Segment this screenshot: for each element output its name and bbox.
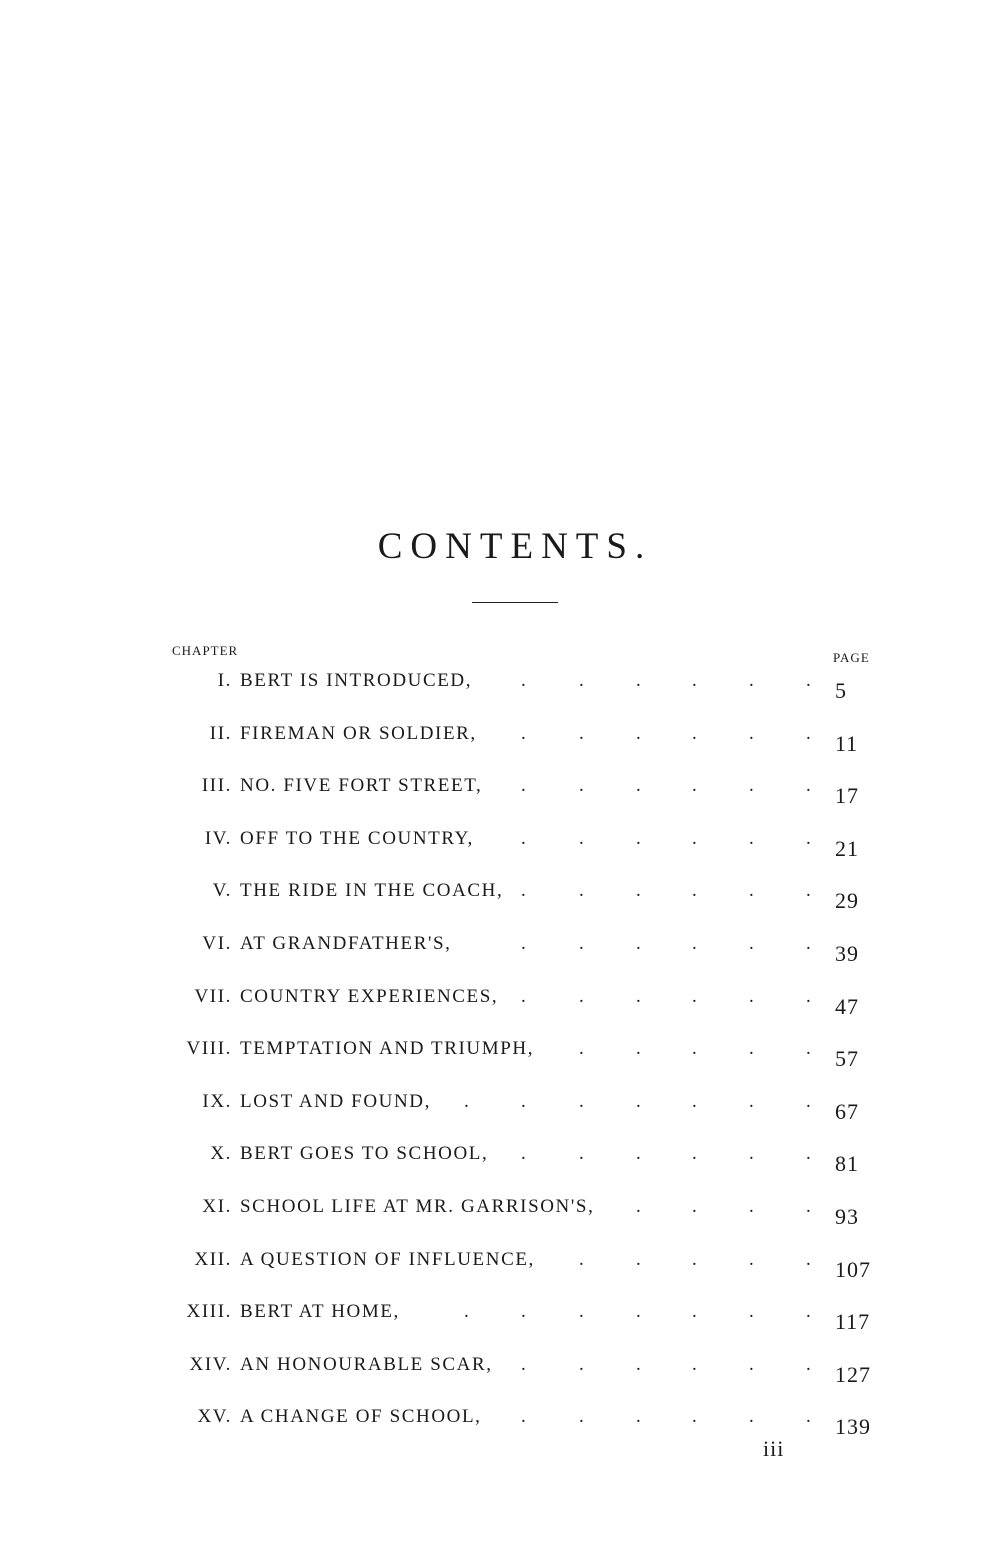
leader-dot: .: [636, 933, 641, 954]
toc-entry: [0, 1249, 1000, 1289]
leader-dot: .: [521, 1143, 526, 1165]
leader-dot: .: [692, 1406, 697, 1428]
leader-dot: .: [806, 670, 811, 691]
leader-dot: .: [749, 670, 754, 691]
chapter-number: X.: [210, 1143, 232, 1165]
leader-dot: .: [692, 1353, 697, 1375]
leader-dot: .: [749, 1248, 754, 1270]
leader-dot: .: [636, 1038, 641, 1060]
leader-dot: .: [636, 670, 641, 691]
leader-dot: .: [806, 1143, 811, 1165]
chapter-title: NO. FIVE FORT STREET,: [240, 775, 483, 797]
leader-dot: .: [521, 1406, 526, 1428]
toc-entry: [0, 1301, 1000, 1341]
leader-dot: .: [692, 775, 697, 797]
leader-dot: .: [579, 722, 584, 744]
leader-dot: .: [749, 985, 754, 1007]
chapter-title: A CHANGE OF SCHOOL,: [240, 1406, 482, 1428]
leader-dot: .: [636, 1406, 641, 1428]
toc-entry: [0, 1406, 1000, 1446]
leader-dot: .: [692, 1090, 697, 1112]
leader-dot: .: [579, 1143, 584, 1165]
leader-dot: .: [749, 1038, 754, 1060]
leader-dot: .: [806, 985, 811, 1007]
toc-entry: [0, 775, 1000, 815]
chapter-title: TEMPTATION AND TRIUMPH,: [240, 1038, 535, 1060]
toc-entry: [0, 986, 1000, 1026]
leader-dot: .: [692, 985, 697, 1007]
leader-dot: .: [521, 933, 526, 954]
leader-dot: .: [692, 1038, 697, 1060]
leader-dot: .: [579, 933, 584, 954]
toc-entry: [0, 1143, 1000, 1183]
leader-dot: .: [579, 775, 584, 797]
chapter-title: A QUESTION OF INFLUENCE,: [240, 1248, 535, 1270]
leader-dot: .: [806, 1353, 811, 1375]
leader-dot: .: [636, 1196, 641, 1217]
folio-page-number: iii: [763, 1436, 785, 1461]
leader-dot: .: [636, 722, 641, 744]
chapter-title: OFF TO THE COUNTRY,: [240, 827, 474, 849]
leader-dot: .: [692, 1196, 697, 1217]
leader-dot: .: [806, 827, 811, 849]
leader-dot: .: [521, 722, 526, 744]
chapter-column-header: CHAPTER: [172, 643, 239, 658]
page-column-header: PAGE: [833, 650, 870, 665]
chapter-number: VI.: [202, 933, 232, 954]
toc-entry: [0, 670, 1000, 710]
leader-dot: .: [521, 1090, 526, 1112]
page-number: 17: [835, 783, 859, 809]
leader-dot: .: [749, 1353, 754, 1375]
page-number: 127: [835, 1361, 871, 1387]
leader-dot: .: [806, 1196, 811, 1217]
leader-dot: .: [579, 1406, 584, 1428]
toc-entry: [0, 1354, 1000, 1394]
toc-entry: [0, 1196, 1000, 1236]
leader-dot: .: [749, 827, 754, 849]
chapter-number: XV.: [197, 1406, 232, 1428]
chapter-number: V.: [212, 880, 232, 902]
leader-dot: .: [636, 880, 641, 902]
page-number: 5: [835, 678, 847, 703]
chapter-number: IX.: [202, 1090, 232, 1112]
leader-dot: .: [579, 1038, 584, 1060]
leader-dot: .: [636, 1248, 641, 1270]
leader-dot: .: [636, 827, 641, 849]
chapter-number: XII.: [194, 1248, 232, 1270]
leader-dot: .: [806, 775, 811, 797]
leader-dot: .: [806, 1406, 811, 1428]
leader-dot: .: [464, 1301, 469, 1323]
page-number: 117: [835, 1309, 871, 1335]
leader-dot: .: [521, 880, 526, 902]
toc-entry: [0, 1038, 1000, 1078]
leader-dot: .: [749, 1090, 754, 1112]
leader-dot: .: [692, 722, 697, 744]
chapter-number: I.: [217, 670, 232, 691]
toc-entry: [0, 933, 1000, 973]
leader-dot: .: [692, 827, 697, 849]
leader-dot: .: [464, 1090, 469, 1112]
page-title: CONTENTS.: [377, 525, 653, 567]
toc-entry: [0, 880, 1000, 920]
leader-dot: .: [806, 1038, 811, 1060]
chapter-number: VIII.: [186, 1038, 232, 1060]
chapter-number: XIII.: [186, 1301, 232, 1323]
leader-dot: .: [579, 880, 584, 902]
leader-dot: .: [749, 1301, 754, 1323]
page-number: 29: [835, 888, 859, 914]
leader-dot: .: [636, 1353, 641, 1375]
chapter-number: VII.: [194, 985, 232, 1007]
chapter-title: AT GRANDFATHER'S,: [240, 933, 452, 954]
toc-entry: [0, 1091, 1000, 1131]
leader-dot: .: [749, 933, 754, 954]
leader-dot: .: [636, 1301, 641, 1323]
title-rule: [472, 602, 558, 603]
leader-dot: .: [636, 1090, 641, 1112]
chapter-title: BERT GOES TO SCHOOL,: [240, 1143, 489, 1165]
chapter-title: AN HONOURABLE SCAR,: [240, 1353, 493, 1375]
page-number: 47: [835, 993, 859, 1019]
chapter-number: XI.: [202, 1196, 232, 1217]
leader-dot: .: [692, 670, 697, 691]
leader-dot: .: [579, 1353, 584, 1375]
leader-dot: .: [806, 880, 811, 902]
leader-dot: .: [749, 1196, 754, 1217]
leader-dot: .: [749, 880, 754, 902]
chapter-number: IV.: [204, 827, 232, 849]
leader-dot: .: [806, 1301, 811, 1323]
leader-dot: .: [692, 933, 697, 954]
leader-dot: .: [521, 670, 526, 691]
toc-entry: [0, 723, 1000, 763]
leader-dot: .: [806, 722, 811, 744]
leader-dot: .: [749, 1143, 754, 1165]
chapter-number: III.: [201, 775, 232, 797]
leader-dot: .: [749, 775, 754, 797]
leader-dot: .: [579, 985, 584, 1007]
leader-dot: .: [692, 880, 697, 902]
leader-dot: .: [636, 775, 641, 797]
chapter-title: COUNTRY EXPERIENCES,: [240, 985, 499, 1007]
page-number: 107: [835, 1256, 871, 1282]
leader-dot: .: [692, 1248, 697, 1270]
chapter-title: BERT IS INTRODUCED,: [240, 670, 473, 691]
chapter-title: LOST AND FOUND,: [240, 1090, 431, 1112]
toc-entry: [0, 828, 1000, 868]
leader-dot: .: [521, 775, 526, 797]
leader-dot: .: [521, 1353, 526, 1375]
page-number: 93: [835, 1204, 859, 1229]
leader-dot: .: [692, 1143, 697, 1165]
leader-dot: .: [579, 670, 584, 691]
chapter-number: II.: [209, 722, 232, 744]
leader-dot: .: [806, 1248, 811, 1270]
leader-dot: .: [692, 1301, 697, 1323]
leader-dot: .: [806, 1090, 811, 1112]
leader-dot: .: [579, 1090, 584, 1112]
chapter-title: THE RIDE IN THE COACH,: [240, 880, 504, 902]
leader-dot: .: [806, 933, 811, 954]
chapter-title: FIREMAN OR SOLDIER,: [240, 722, 477, 744]
chapter-title: SCHOOL LIFE AT MR. GARRISON'S,: [240, 1196, 595, 1217]
leader-dot: .: [579, 1248, 584, 1270]
chapter-title: BERT AT HOME,: [240, 1301, 400, 1323]
page-number: 39: [835, 941, 859, 966]
leader-dot: .: [636, 985, 641, 1007]
leader-dot: .: [521, 985, 526, 1007]
page-number: 81: [835, 1151, 859, 1177]
page-number: 57: [835, 1046, 859, 1072]
page-number: 21: [835, 835, 859, 861]
leader-dot: .: [521, 827, 526, 849]
page-number: 139: [835, 1414, 871, 1440]
leader-dot: .: [579, 827, 584, 849]
leader-dot: .: [521, 1301, 526, 1323]
page-number: 67: [835, 1098, 859, 1124]
page-number: 11: [835, 730, 859, 756]
leader-dot: .: [636, 1143, 641, 1165]
leader-dot: .: [749, 1406, 754, 1428]
chapter-number: XIV.: [189, 1353, 232, 1375]
leader-dot: .: [749, 722, 754, 744]
leader-dot: .: [579, 1301, 584, 1323]
